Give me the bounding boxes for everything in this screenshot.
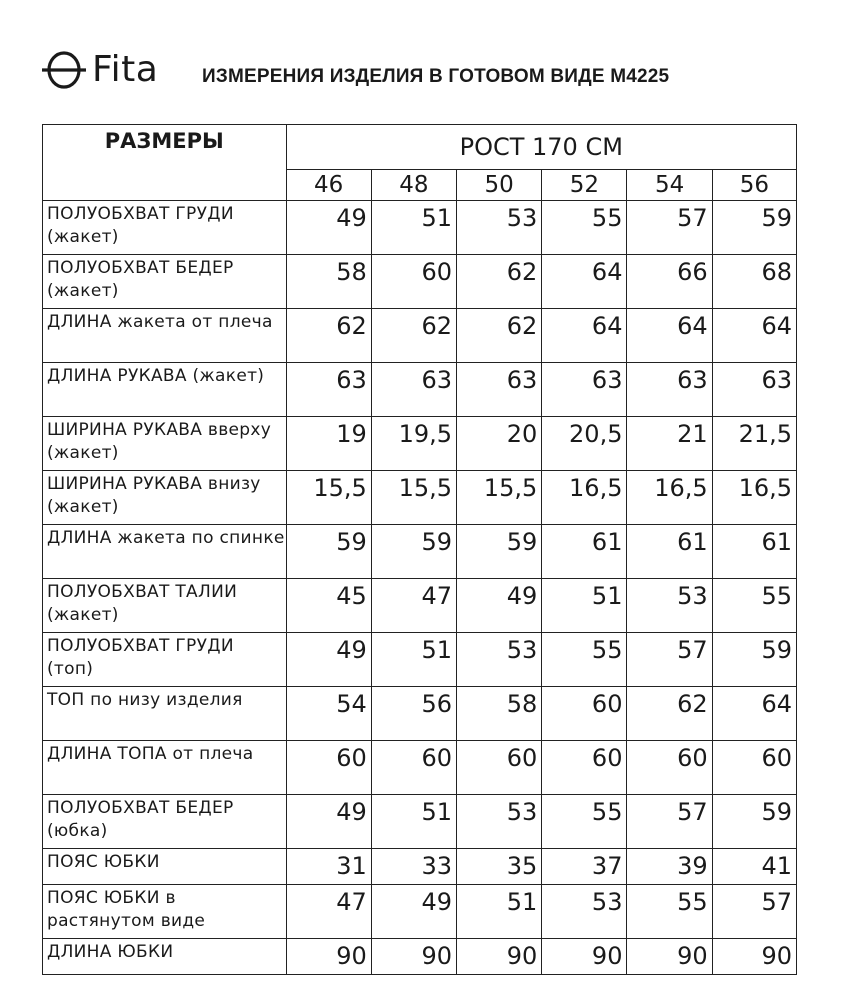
table-cell: 59 xyxy=(712,201,796,255)
table-cell: 49 xyxy=(286,633,371,687)
size-header: 52 xyxy=(542,170,627,201)
table-cell: 62 xyxy=(457,309,542,363)
row-label: ПОЯС ЮБКИ xyxy=(43,849,287,885)
table-cell: 51 xyxy=(371,201,456,255)
table-cell: 60 xyxy=(542,687,627,741)
brand-logo xyxy=(42,46,182,96)
table-cell: 53 xyxy=(457,795,542,849)
table-cell: 59 xyxy=(286,525,371,579)
table-row xyxy=(43,741,797,795)
row-label: ПОЛУОБХВАТ ГРУДИ (топ) xyxy=(43,633,287,687)
table-cell: 66 xyxy=(627,255,712,309)
table-cell: 20,5 xyxy=(542,417,627,471)
table-cell: 55 xyxy=(627,885,712,939)
row-label: ШИРИНА РУКАВА вверху (жакет) xyxy=(43,417,287,471)
brand-name: Fita xyxy=(92,49,159,90)
table-row xyxy=(43,363,797,417)
table-cell: 63 xyxy=(286,363,371,417)
table-row xyxy=(43,201,797,255)
table-cell: 51 xyxy=(457,885,542,939)
table-cell: 16,5 xyxy=(712,471,796,525)
size-header: 56 xyxy=(712,170,796,201)
table-cell: 41 xyxy=(712,849,796,885)
page-title: ИЗМЕРЕНИЯ ИЗДЕЛИЯ В ГОТОВОМ ВИДЕ M4225 xyxy=(202,66,670,87)
table-cell: 15,5 xyxy=(371,471,456,525)
fita-logo-icon xyxy=(42,48,88,92)
table-cell: 60 xyxy=(712,741,796,795)
row-label: ПОЛУОБХВАТ ГРУДИ (жакет) xyxy=(43,201,287,255)
row-label: ПОЛУОБХВАТ БЕДЕР (юбка) xyxy=(43,795,287,849)
row-label: ПОЛУОБХВАТ БЕДЕР (жакет) xyxy=(43,255,287,309)
table-row xyxy=(43,471,797,525)
table-cell: 51 xyxy=(371,795,456,849)
table-cell: 53 xyxy=(457,201,542,255)
table-cell: 57 xyxy=(627,201,712,255)
row-label: ДЛИНА ТОПА от плеча xyxy=(43,741,287,795)
table-cell: 90 xyxy=(712,939,796,975)
table-cell: 62 xyxy=(371,309,456,363)
table-cell: 90 xyxy=(286,939,371,975)
table-cell: 64 xyxy=(712,309,796,363)
table-cell: 51 xyxy=(542,579,627,633)
table-cell: 55 xyxy=(712,579,796,633)
table-cell: 39 xyxy=(627,849,712,885)
table-cell: 61 xyxy=(542,525,627,579)
table-cell: 49 xyxy=(371,885,456,939)
measurements-table xyxy=(42,124,797,975)
table-cell: 59 xyxy=(712,633,796,687)
sizes-header: РАЗМЕРЫ xyxy=(43,125,287,201)
table-cell: 15,5 xyxy=(286,471,371,525)
table-cell: 90 xyxy=(457,939,542,975)
table-cell: 55 xyxy=(542,201,627,255)
row-label: ПОЯС ЮБКИ в растянутом виде xyxy=(43,885,287,939)
size-header: 54 xyxy=(627,170,712,201)
table-cell: 90 xyxy=(627,939,712,975)
table-cell: 59 xyxy=(457,525,542,579)
table-cell: 64 xyxy=(542,255,627,309)
table-row xyxy=(43,633,797,687)
table-cell: 59 xyxy=(371,525,456,579)
table-row xyxy=(43,309,797,363)
table-cell: 16,5 xyxy=(627,471,712,525)
table-cell: 64 xyxy=(627,309,712,363)
table-cell: 53 xyxy=(542,885,627,939)
table-cell: 37 xyxy=(542,849,627,885)
table-cell: 57 xyxy=(712,885,796,939)
table-cell: 63 xyxy=(457,363,542,417)
table-cell: 49 xyxy=(457,579,542,633)
table-cell: 68 xyxy=(712,255,796,309)
size-header: 46 xyxy=(286,170,371,201)
table-cell: 60 xyxy=(457,741,542,795)
table-cell: 60 xyxy=(286,741,371,795)
table-cell: 53 xyxy=(627,579,712,633)
table-cell: 54 xyxy=(286,687,371,741)
page-header xyxy=(42,40,802,100)
row-label: ДЛИНА РУКАВА (жакет) xyxy=(43,363,287,417)
table-row xyxy=(43,579,797,633)
table-cell: 61 xyxy=(627,525,712,579)
table-cell: 61 xyxy=(712,525,796,579)
table-cell: 21,5 xyxy=(712,417,796,471)
table-cell: 63 xyxy=(542,363,627,417)
table-cell: 90 xyxy=(542,939,627,975)
table-cell: 16,5 xyxy=(542,471,627,525)
table-row xyxy=(43,849,797,885)
table-row xyxy=(43,525,797,579)
table-cell: 21 xyxy=(627,417,712,471)
table-cell: 45 xyxy=(286,579,371,633)
table-cell: 49 xyxy=(286,201,371,255)
table-cell: 60 xyxy=(542,741,627,795)
table-cell: 49 xyxy=(286,795,371,849)
table-cell: 58 xyxy=(457,687,542,741)
table-cell: 63 xyxy=(627,363,712,417)
height-header: РОСТ 170 СМ xyxy=(286,125,796,170)
table-cell: 51 xyxy=(371,633,456,687)
table-row xyxy=(43,255,797,309)
table-cell: 31 xyxy=(286,849,371,885)
table-cell: 53 xyxy=(457,633,542,687)
row-label: ШИРИНА РУКАВА внизу (жакет) xyxy=(43,471,287,525)
table-cell: 55 xyxy=(542,795,627,849)
table-cell: 35 xyxy=(457,849,542,885)
table-row xyxy=(43,795,797,849)
table-cell: 60 xyxy=(627,741,712,795)
table-cell: 55 xyxy=(542,633,627,687)
table-cell: 60 xyxy=(371,255,456,309)
table-row xyxy=(43,939,797,975)
table-cell: 47 xyxy=(286,885,371,939)
table-cell: 90 xyxy=(371,939,456,975)
table-cell: 19,5 xyxy=(371,417,456,471)
table-row xyxy=(43,417,797,471)
table-cell: 60 xyxy=(371,741,456,795)
row-label: ДЛИНА ЮБКИ xyxy=(43,939,287,975)
table-cell: 62 xyxy=(627,687,712,741)
table-cell: 63 xyxy=(712,363,796,417)
table-cell: 19 xyxy=(286,417,371,471)
table-cell: 62 xyxy=(286,309,371,363)
table-row xyxy=(43,885,797,939)
table-cell: 58 xyxy=(286,255,371,309)
size-header: 50 xyxy=(457,170,542,201)
table-cell: 59 xyxy=(712,795,796,849)
table-cell: 57 xyxy=(627,633,712,687)
size-header: 48 xyxy=(371,170,456,201)
table-cell: 33 xyxy=(371,849,456,885)
table-cell: 56 xyxy=(371,687,456,741)
table-cell: 20 xyxy=(457,417,542,471)
table-row xyxy=(43,687,797,741)
row-label: ТОП по низу изделия xyxy=(43,687,287,741)
table-cell: 64 xyxy=(542,309,627,363)
table-cell: 63 xyxy=(371,363,456,417)
row-label: ПОЛУОБХВАТ ТАЛИИ (жакет) xyxy=(43,579,287,633)
table-cell: 57 xyxy=(627,795,712,849)
table-cell: 15,5 xyxy=(457,471,542,525)
row-label: ДЛИНА жакета по спинке xyxy=(43,525,287,579)
table-cell: 62 xyxy=(457,255,542,309)
table-cell: 47 xyxy=(371,579,456,633)
table-cell: 64 xyxy=(712,687,796,741)
row-label: ДЛИНА жакета от плеча xyxy=(43,309,287,363)
